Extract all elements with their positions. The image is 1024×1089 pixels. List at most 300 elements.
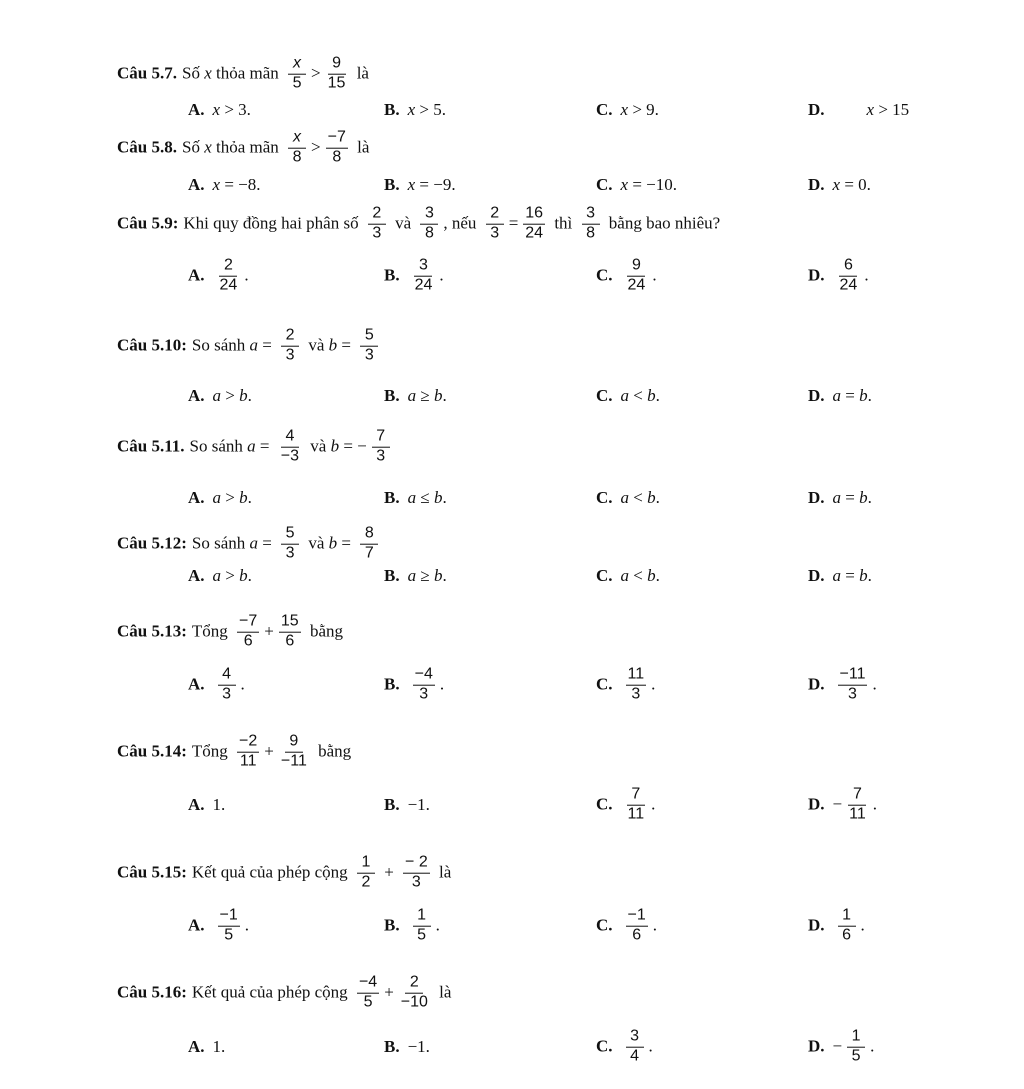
text-run: ≥ (416, 386, 434, 405)
question-label: Câu 5.12: (117, 534, 187, 553)
option-letter: C. (596, 916, 613, 935)
fraction-denominator: 5 (851, 1047, 861, 1065)
text-run: . (244, 266, 249, 285)
answer-option-a[interactable] (188, 566, 252, 586)
question-label: Câu 5.8. (117, 138, 177, 157)
option-letter: A. (188, 175, 205, 194)
text-run: − (832, 795, 843, 814)
answer-option-d[interactable] (808, 175, 871, 195)
text-run: > (311, 64, 321, 83)
text-run: = (841, 386, 860, 405)
fraction-numerator: 2 (405, 975, 423, 994)
option-content (621, 1029, 653, 1066)
fraction-denominator: 24 (627, 276, 646, 294)
question-text (192, 328, 383, 365)
text-run: > 5. (415, 100, 446, 119)
option-letter: D. (808, 916, 825, 935)
fraction-numerator: x (288, 56, 306, 75)
text-run: . (652, 916, 658, 935)
option-content (408, 667, 445, 704)
fraction-numerator: 2 (219, 258, 237, 277)
text-run: > (221, 566, 240, 585)
text-run: . (648, 1037, 653, 1056)
answer-option-b[interactable] (384, 175, 456, 195)
option-letter: B. (384, 1037, 400, 1056)
answer-option-c[interactable] (596, 386, 660, 406)
fraction (399, 975, 430, 1012)
text-run: ≤ (416, 488, 434, 507)
question-stem (117, 56, 369, 93)
text-run: , nếu (443, 214, 481, 233)
fraction-numerator: 2 (368, 206, 386, 225)
answer-option-a[interactable] (188, 795, 225, 815)
math-variable: b (859, 566, 868, 585)
answer-option-a[interactable] (188, 386, 252, 406)
text-run: > 9. (628, 100, 659, 119)
fraction-numerator: −2 (237, 734, 259, 753)
text-run: và (306, 437, 331, 456)
fraction-numerator: 9 (328, 56, 346, 75)
fraction (626, 1029, 644, 1066)
option-content (213, 908, 250, 945)
fraction-denominator: 24 (839, 276, 858, 294)
option-content (213, 795, 226, 815)
option-letter: C. (596, 675, 613, 694)
fraction-numerator: −1 (626, 908, 648, 927)
question-stem (117, 130, 369, 167)
fraction-denominator: 24 (219, 276, 238, 294)
answer-option-c[interactable] (596, 488, 660, 508)
text-run: . (240, 675, 245, 694)
fraction-numerator: 3 (420, 206, 438, 225)
fraction-denominator: 11 (627, 805, 645, 823)
math-variable: a (407, 386, 417, 405)
option-content (408, 100, 446, 120)
math-variable: b (647, 488, 656, 507)
option-content (408, 258, 444, 295)
fraction-denominator: 24 (525, 224, 544, 242)
text-run: thỏa mãn (211, 138, 284, 157)
fraction-denominator: 6 (285, 632, 295, 650)
option-content (833, 100, 910, 120)
math-variable: b (328, 336, 338, 355)
answer-option-c[interactable] (596, 566, 660, 586)
option-letter: C. (596, 1037, 613, 1056)
option-letter: A. (188, 675, 205, 694)
text-run: . (867, 386, 872, 405)
option-content (621, 175, 677, 195)
fraction (218, 258, 240, 295)
fraction-denominator: 24 (414, 276, 433, 294)
answer-option-a[interactable] (188, 1037, 225, 1057)
text-run: 1. (212, 795, 226, 814)
option-letter: B. (384, 675, 400, 694)
fraction-denominator: 8 (332, 148, 342, 166)
answer-option-d[interactable] (808, 787, 877, 824)
option-letter: B. (384, 175, 400, 194)
text-run: > 15 (874, 100, 910, 119)
fraction-numerator: 9 (627, 258, 645, 277)
fraction (368, 206, 386, 243)
text-run: . (652, 266, 657, 285)
math-variable: a (212, 386, 222, 405)
text-run: ≥ (416, 566, 434, 585)
option-content (833, 488, 872, 508)
question-stem (117, 855, 451, 892)
option-content (833, 1029, 875, 1066)
option-letter: A. (188, 566, 205, 585)
fraction-numerator: 7 (627, 787, 645, 806)
fraction-denominator: 5 (363, 993, 373, 1011)
fraction-numerator: −1 (218, 908, 240, 927)
math-variable: a (832, 386, 842, 405)
fraction-numerator: 15 (279, 614, 301, 633)
answer-option-b[interactable] (384, 566, 447, 586)
fraction (360, 526, 378, 563)
answer-option-d[interactable] (808, 667, 877, 704)
option-letter: C. (596, 488, 613, 507)
fraction (626, 667, 647, 704)
answer-option-d[interactable] (808, 100, 909, 120)
fraction (413, 908, 431, 945)
fraction-numerator: 3 (626, 1029, 644, 1048)
option-letter: D. (808, 175, 825, 194)
math-variable: x (866, 100, 875, 119)
answer-option-b[interactable] (384, 667, 444, 704)
text-run: < (629, 386, 648, 405)
text-run: = −8. (220, 175, 261, 194)
fraction-denominator: 3 (364, 346, 374, 364)
fraction-numerator: 7 (372, 429, 390, 448)
text-run: = −10. (628, 175, 678, 194)
fraction-numerator: 1 (847, 1029, 865, 1048)
option-content (213, 386, 252, 406)
fraction-denominator: −11 (280, 752, 307, 770)
fraction (372, 429, 390, 466)
answer-option-b[interactable] (384, 258, 444, 295)
option-content (408, 175, 456, 195)
fraction-denominator: 5 (224, 926, 234, 944)
text-run: . (860, 916, 865, 935)
question-stem (117, 734, 351, 771)
fraction-denominator: 11 (849, 805, 866, 823)
option-letter: C. (596, 386, 613, 405)
math-variable: x (407, 100, 416, 119)
text-run: . (439, 266, 444, 285)
fraction-numerator: 5 (360, 328, 378, 347)
math-variable: x (204, 64, 212, 83)
answer-option-b[interactable] (384, 908, 440, 945)
question-stem (117, 206, 720, 243)
text-run: Khi quy đồng hai phân số (183, 214, 363, 233)
question-text (192, 734, 351, 771)
question-label: Câu 5.15: (117, 863, 187, 882)
fraction-numerator: −11 (838, 667, 868, 686)
option-content (833, 787, 877, 824)
text-run: . (870, 1037, 875, 1056)
answer-option-b[interactable] (384, 488, 447, 508)
text-run: và (304, 336, 329, 355)
math-variable: b (433, 488, 443, 507)
question-label: Câu 5.7. (117, 64, 177, 83)
answer-option-b[interactable] (384, 1037, 430, 1057)
option-content (833, 386, 872, 406)
fraction-numerator: 3 (582, 206, 600, 225)
text-run: . (867, 566, 872, 585)
text-run: . (655, 488, 660, 507)
option-letter: D. (808, 675, 825, 694)
answer-option-d[interactable] (808, 566, 872, 586)
text-run: > 3. (220, 100, 251, 119)
fraction-numerator: 6 (839, 258, 857, 277)
fraction-denominator: 8 (424, 224, 434, 242)
math-variable: a (249, 336, 259, 355)
fraction-numerator: 1 (413, 908, 431, 927)
answer-option-c[interactable] (596, 667, 655, 704)
answer-option-a[interactable] (188, 667, 245, 704)
question-text (190, 429, 395, 466)
text-run: Số (181, 64, 205, 83)
math-variable: x (204, 138, 212, 157)
option-letter: A. (188, 488, 205, 507)
fraction-denominator: 6 (842, 926, 851, 944)
option-letter: A. (188, 266, 205, 285)
text-run: + (264, 742, 274, 761)
option-letter: A. (188, 916, 205, 935)
option-letter: A. (188, 795, 205, 814)
fraction-denominator: 3 (419, 685, 429, 703)
option-letter: B. (384, 386, 400, 405)
text-run: < (629, 488, 648, 507)
answer-option-c[interactable] (596, 908, 657, 945)
text-run: là (352, 64, 369, 83)
fraction (279, 614, 301, 651)
fraction-denominator: 7 (364, 544, 374, 562)
option-content (408, 566, 447, 586)
option-content (621, 566, 660, 586)
answer-option-c[interactable] (596, 258, 657, 295)
option-letter: A. (188, 1037, 205, 1056)
fraction-numerator: x (288, 130, 306, 149)
answer-option-b[interactable] (384, 386, 447, 406)
math-variable: x (620, 100, 629, 119)
question-label: Câu 5.10: (117, 336, 187, 355)
text-run: = − (339, 437, 367, 456)
text-run: + (379, 863, 399, 882)
question-label: Câu 5.16: (117, 983, 187, 1002)
math-variable: a (407, 566, 417, 585)
text-run: + (384, 983, 394, 1002)
text-run: là (434, 863, 452, 882)
text-run: . (655, 386, 660, 405)
fraction (486, 206, 504, 243)
fraction-numerator: 1 (838, 908, 856, 927)
text-run: . (442, 386, 447, 405)
fraction (838, 908, 856, 945)
fraction-denominator: −3 (280, 447, 300, 465)
question-label: Câu 5.11. (117, 437, 185, 456)
fraction (413, 667, 435, 704)
question-text (183, 206, 720, 243)
question-stem (117, 614, 343, 651)
text-run: . (872, 795, 877, 814)
question-label: Câu 5.14: (117, 742, 187, 761)
math-variable: x (620, 175, 629, 194)
math-variable: b (433, 386, 443, 405)
question-text (192, 855, 451, 892)
option-content (833, 175, 871, 195)
question-label: Câu 5.9: (117, 214, 179, 233)
text-run: = (258, 336, 277, 355)
fraction (360, 328, 378, 365)
fraction (413, 258, 435, 295)
text-run: So sánh (191, 534, 250, 553)
option-content (213, 100, 251, 120)
fraction-denominator: 3 (285, 544, 295, 562)
answer-option-a[interactable] (188, 100, 251, 120)
text-run: 1. (212, 1037, 226, 1056)
fraction-denominator: 3 (285, 346, 295, 364)
option-content (213, 258, 249, 295)
text-run: . (247, 566, 252, 585)
option-letter: D. (808, 795, 825, 814)
answer-option-d[interactable] (808, 908, 865, 945)
fraction-numerator: 8 (360, 526, 378, 545)
math-variable: b (239, 566, 248, 585)
text-run: + (264, 622, 274, 641)
option-content (213, 667, 245, 704)
fraction-denominator: 8 (292, 148, 302, 166)
text-run: Số (181, 138, 205, 157)
option-content (621, 908, 658, 945)
fraction (847, 787, 868, 824)
answer-option-d[interactable] (808, 258, 869, 295)
text-run: So sánh (189, 437, 248, 456)
fraction-denominator: 11 (239, 752, 257, 770)
option-content (621, 488, 660, 508)
fraction (326, 130, 348, 167)
fraction-numerator: −7 (237, 614, 259, 633)
fraction-denominator: 3 (848, 685, 857, 703)
option-content (213, 488, 252, 508)
text-run: . (864, 266, 869, 285)
fraction-denominator: 3 (490, 224, 500, 242)
math-variable: b (330, 437, 340, 456)
fraction-denominator: 2 (361, 873, 371, 891)
fraction-denominator: −10 (400, 993, 428, 1011)
fraction (626, 908, 648, 945)
fraction (523, 206, 545, 243)
answer-option-b[interactable] (384, 100, 446, 120)
option-letter: B. (384, 566, 400, 585)
text-run: . (244, 916, 250, 935)
text-run: và (304, 534, 329, 553)
answer-option-d[interactable] (808, 386, 872, 406)
fraction-denominator: 8 (586, 224, 595, 242)
math-variable: b (239, 488, 248, 507)
answer-option-c[interactable] (596, 1029, 653, 1066)
fraction (838, 258, 860, 295)
option-letter: B. (384, 916, 400, 935)
answer-option-a[interactable] (188, 488, 252, 508)
text-run: = (258, 534, 277, 553)
fraction (626, 787, 647, 824)
fraction-numerator: 9 (285, 734, 303, 753)
fraction (326, 56, 348, 93)
option-letter: B. (384, 266, 400, 285)
fraction (218, 667, 236, 704)
fraction-denominator: 3 (372, 224, 382, 242)
fraction (288, 56, 306, 93)
fraction-denominator: 6 (243, 632, 253, 650)
text-run: . (247, 386, 252, 405)
fraction (838, 667, 868, 704)
text-run: . (435, 916, 440, 935)
text-run: = (337, 534, 356, 553)
fraction-denominator: 3 (411, 873, 421, 891)
text-run: = (255, 437, 274, 456)
text-run: = −9. (415, 175, 456, 194)
fraction-denominator: 3 (631, 685, 641, 703)
text-run: . (439, 675, 445, 694)
answer-option-a[interactable] (188, 908, 249, 945)
math-variable: x (832, 175, 841, 194)
math-variable: a (247, 437, 256, 456)
answer-option-a[interactable] (188, 258, 249, 295)
fraction (279, 429, 301, 466)
math-variable: a (407, 488, 417, 507)
math-variable: a (620, 566, 630, 585)
option-content (621, 100, 659, 120)
text-run: . (442, 488, 447, 507)
answer-option-d[interactable] (808, 1029, 874, 1066)
math-variable: a (212, 488, 222, 507)
option-content (213, 1037, 226, 1057)
math-variable: a (620, 386, 630, 405)
option-letter: D. (808, 566, 825, 585)
answer-option-c[interactable] (596, 787, 655, 824)
text-run: thì (550, 214, 577, 233)
text-run: bằng (313, 742, 352, 761)
fraction (847, 1029, 865, 1066)
fraction-denominator: 5 (292, 74, 302, 92)
fraction-numerator: − 2 (403, 855, 430, 874)
text-run: bằng bao nhiêu? (604, 214, 721, 233)
text-run: bằng (305, 622, 343, 641)
fraction-numerator: 2 (486, 206, 504, 225)
answer-option-c[interactable] (596, 175, 677, 195)
answer-option-b[interactable] (384, 795, 430, 815)
answer-option-c[interactable] (596, 100, 659, 120)
fraction (218, 908, 240, 945)
fraction-numerator: 7 (848, 787, 866, 806)
option-letter: B. (384, 100, 400, 119)
text-run: = (508, 214, 519, 233)
fraction (626, 258, 648, 295)
option-content (408, 908, 440, 945)
question-stem (117, 975, 451, 1012)
text-run: = 0. (840, 175, 871, 194)
option-content (621, 386, 660, 406)
math-variable: b (859, 386, 868, 405)
answer-option-a[interactable] (188, 175, 261, 195)
answer-option-d[interactable] (808, 488, 872, 508)
text-run (833, 100, 867, 120)
fraction-numerator: 16 (523, 206, 545, 225)
fraction-denominator: 5 (417, 926, 427, 944)
fraction-numerator: 5 (281, 526, 299, 545)
math-variable: x (212, 100, 221, 119)
